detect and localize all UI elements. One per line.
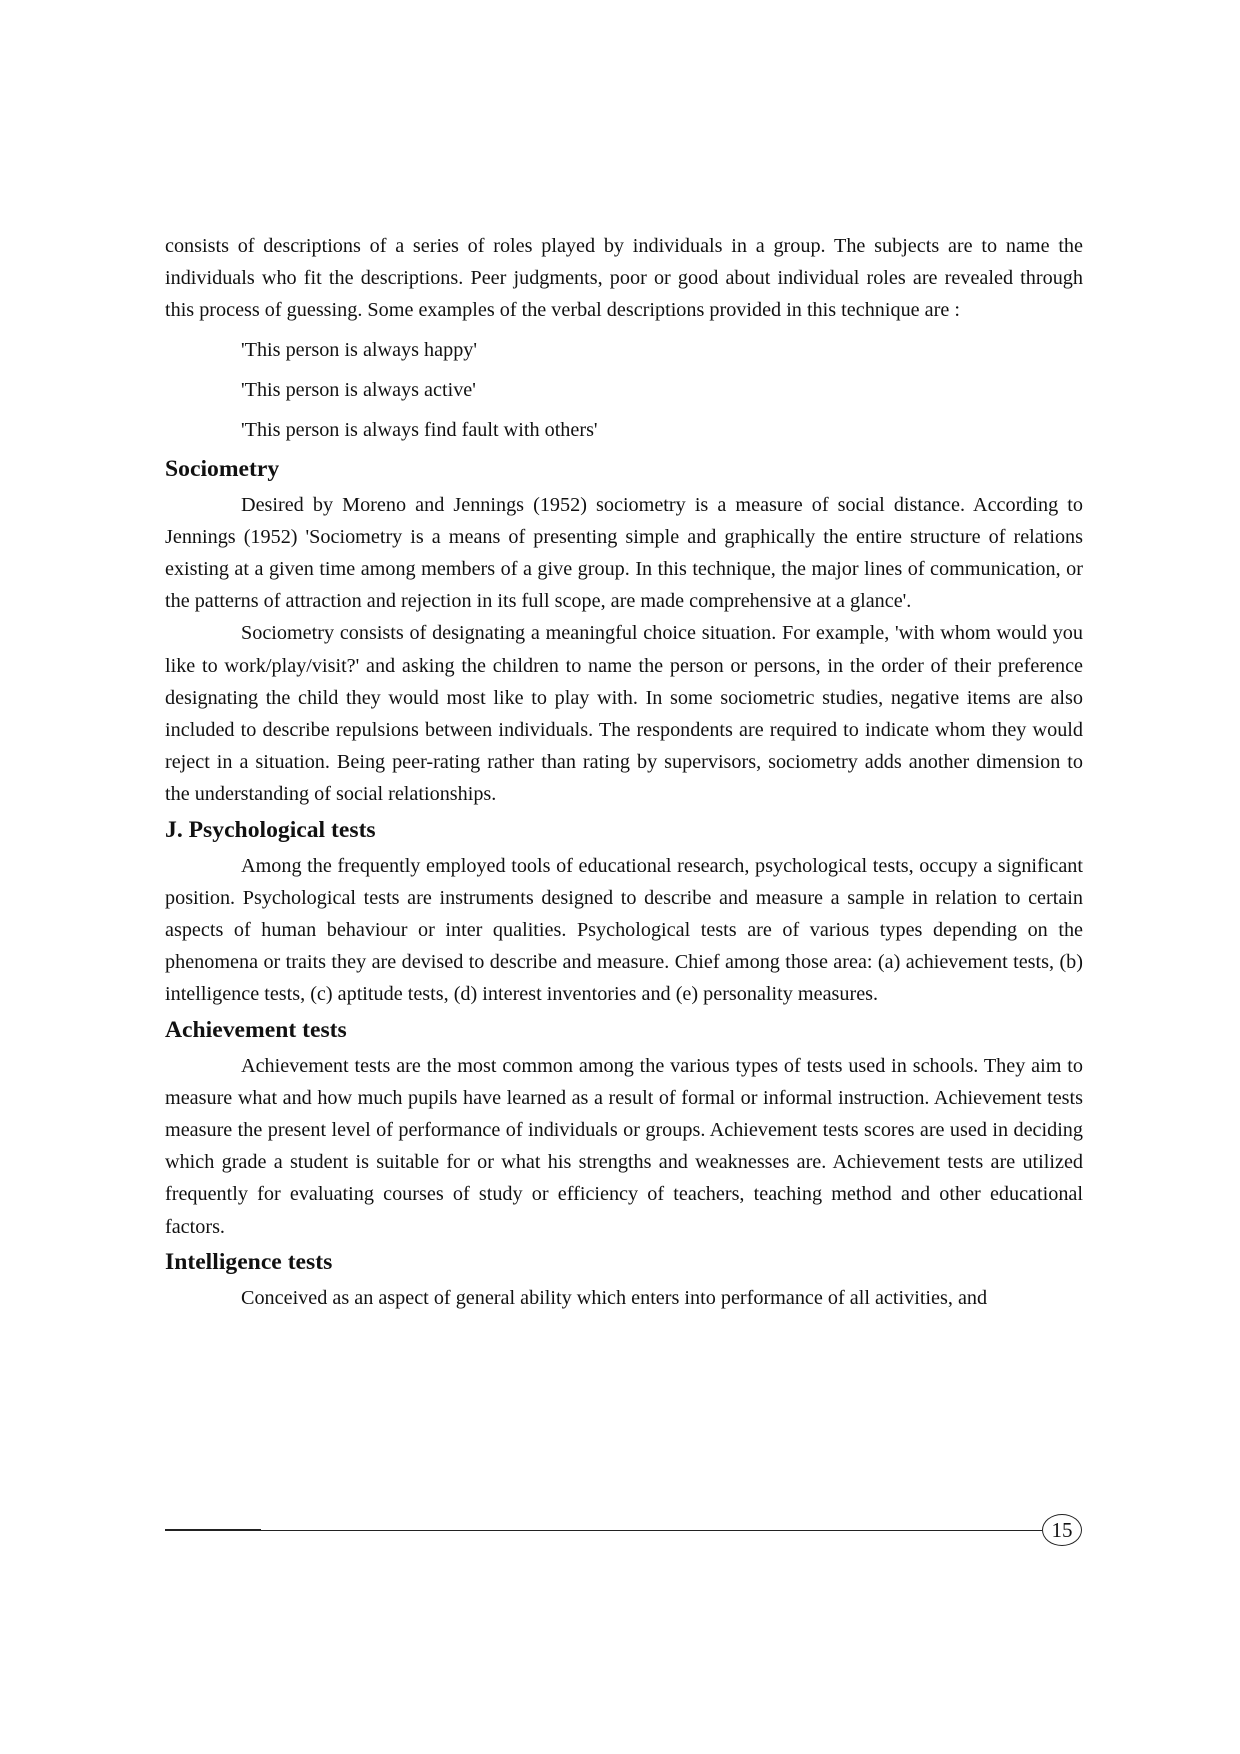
footer-rule — [165, 1530, 1042, 1531]
section-heading-sociometry: Sociometry — [165, 455, 280, 482]
page-number-badge — [1042, 1514, 1082, 1546]
example-description: 'This person is always active' — [241, 378, 476, 401]
section-heading-achievement-tests: Achievement tests — [165, 1016, 347, 1043]
page-body — [165, 230, 1083, 1314]
footer-rule-accent — [165, 1529, 261, 1531]
section-heading-psychological-tests: J. Psychological tests — [165, 816, 376, 843]
intro-paragraph: consists of descriptions of a series of roles played by individuals in a group. The subjects are to name the individuals who fit the descriptions. Peer judgments, poor or good about individual roles are revealed through this process of guessing. Some examples of the verbal descriptions provided in this technique are : — [165, 235, 1083, 322]
psychological-tests-paragraph: Among the frequently employed tools of educational research, psychological tests, occupy a significant position. Psychological tests are instruments designed to describe and measure a sample in relation to certain aspects of human behaviour or inter qualities. Psychological tests are of various types depending on the phenomena or traits they are devised to describe and measure. Chief among those area: (a) achievement tests, (b) intelligence tests, (c) aptitude tests, (d) interest inventories and (e) personality measures. — [165, 854, 1083, 1006]
intelligence-tests-paragraph: Conceived as an aspect of general ability which enters into performance of all activities, and — [241, 1286, 988, 1309]
page-number: 15 — [1051, 1517, 1073, 1542]
sociometry-paragraph: Sociometry consists of designating a meaningful choice situation. For example, 'with whom would you like to work/play/visit?' and asking the children to name the person or persons, in the order of their preference designating the child they would most like to play with. In some sociometric studies, negative items are also included to describe repulsions between individuals. The respondents are required to indicate whom they would reject in a situation. Being peer-rating rather than rating by supervisors, sociometry adds another dimension to the understanding of social relationships. — [165, 622, 1083, 806]
example-description: 'This person is always happy' — [241, 338, 478, 361]
sociometry-paragraph: Desired by Moreno and Jennings (1952) sociometry is a measure of social distance. According to Jennings (1952) 'Sociometry is a means of presenting simple and graphically the entire structure of relations existing at a given time among members of a give group. In this technique, the major lines of communication, or the patterns of attraction and rejection in its full scope, are made comprehensive at a glance'. — [165, 493, 1083, 613]
achievement-tests-paragraph: Achievement tests are the most common among the various types of tests used in schools. They aim to measure what and how much pupils have learned as a result of formal or informal instruction. Achievement tests measure the present level of performance of individuals or groups. Achievement tests scores are used in deciding which grade a student is suitable for or what his strengths and weaknesses are. Achievement tests are utilized frequently for evaluating courses of study or efficiency of teachers, teaching method and other educational factors. — [165, 1054, 1083, 1238]
section-heading-intelligence-tests: Intelligence tests — [165, 1248, 333, 1275]
example-description: 'This person is always find fault with others' — [241, 418, 598, 441]
